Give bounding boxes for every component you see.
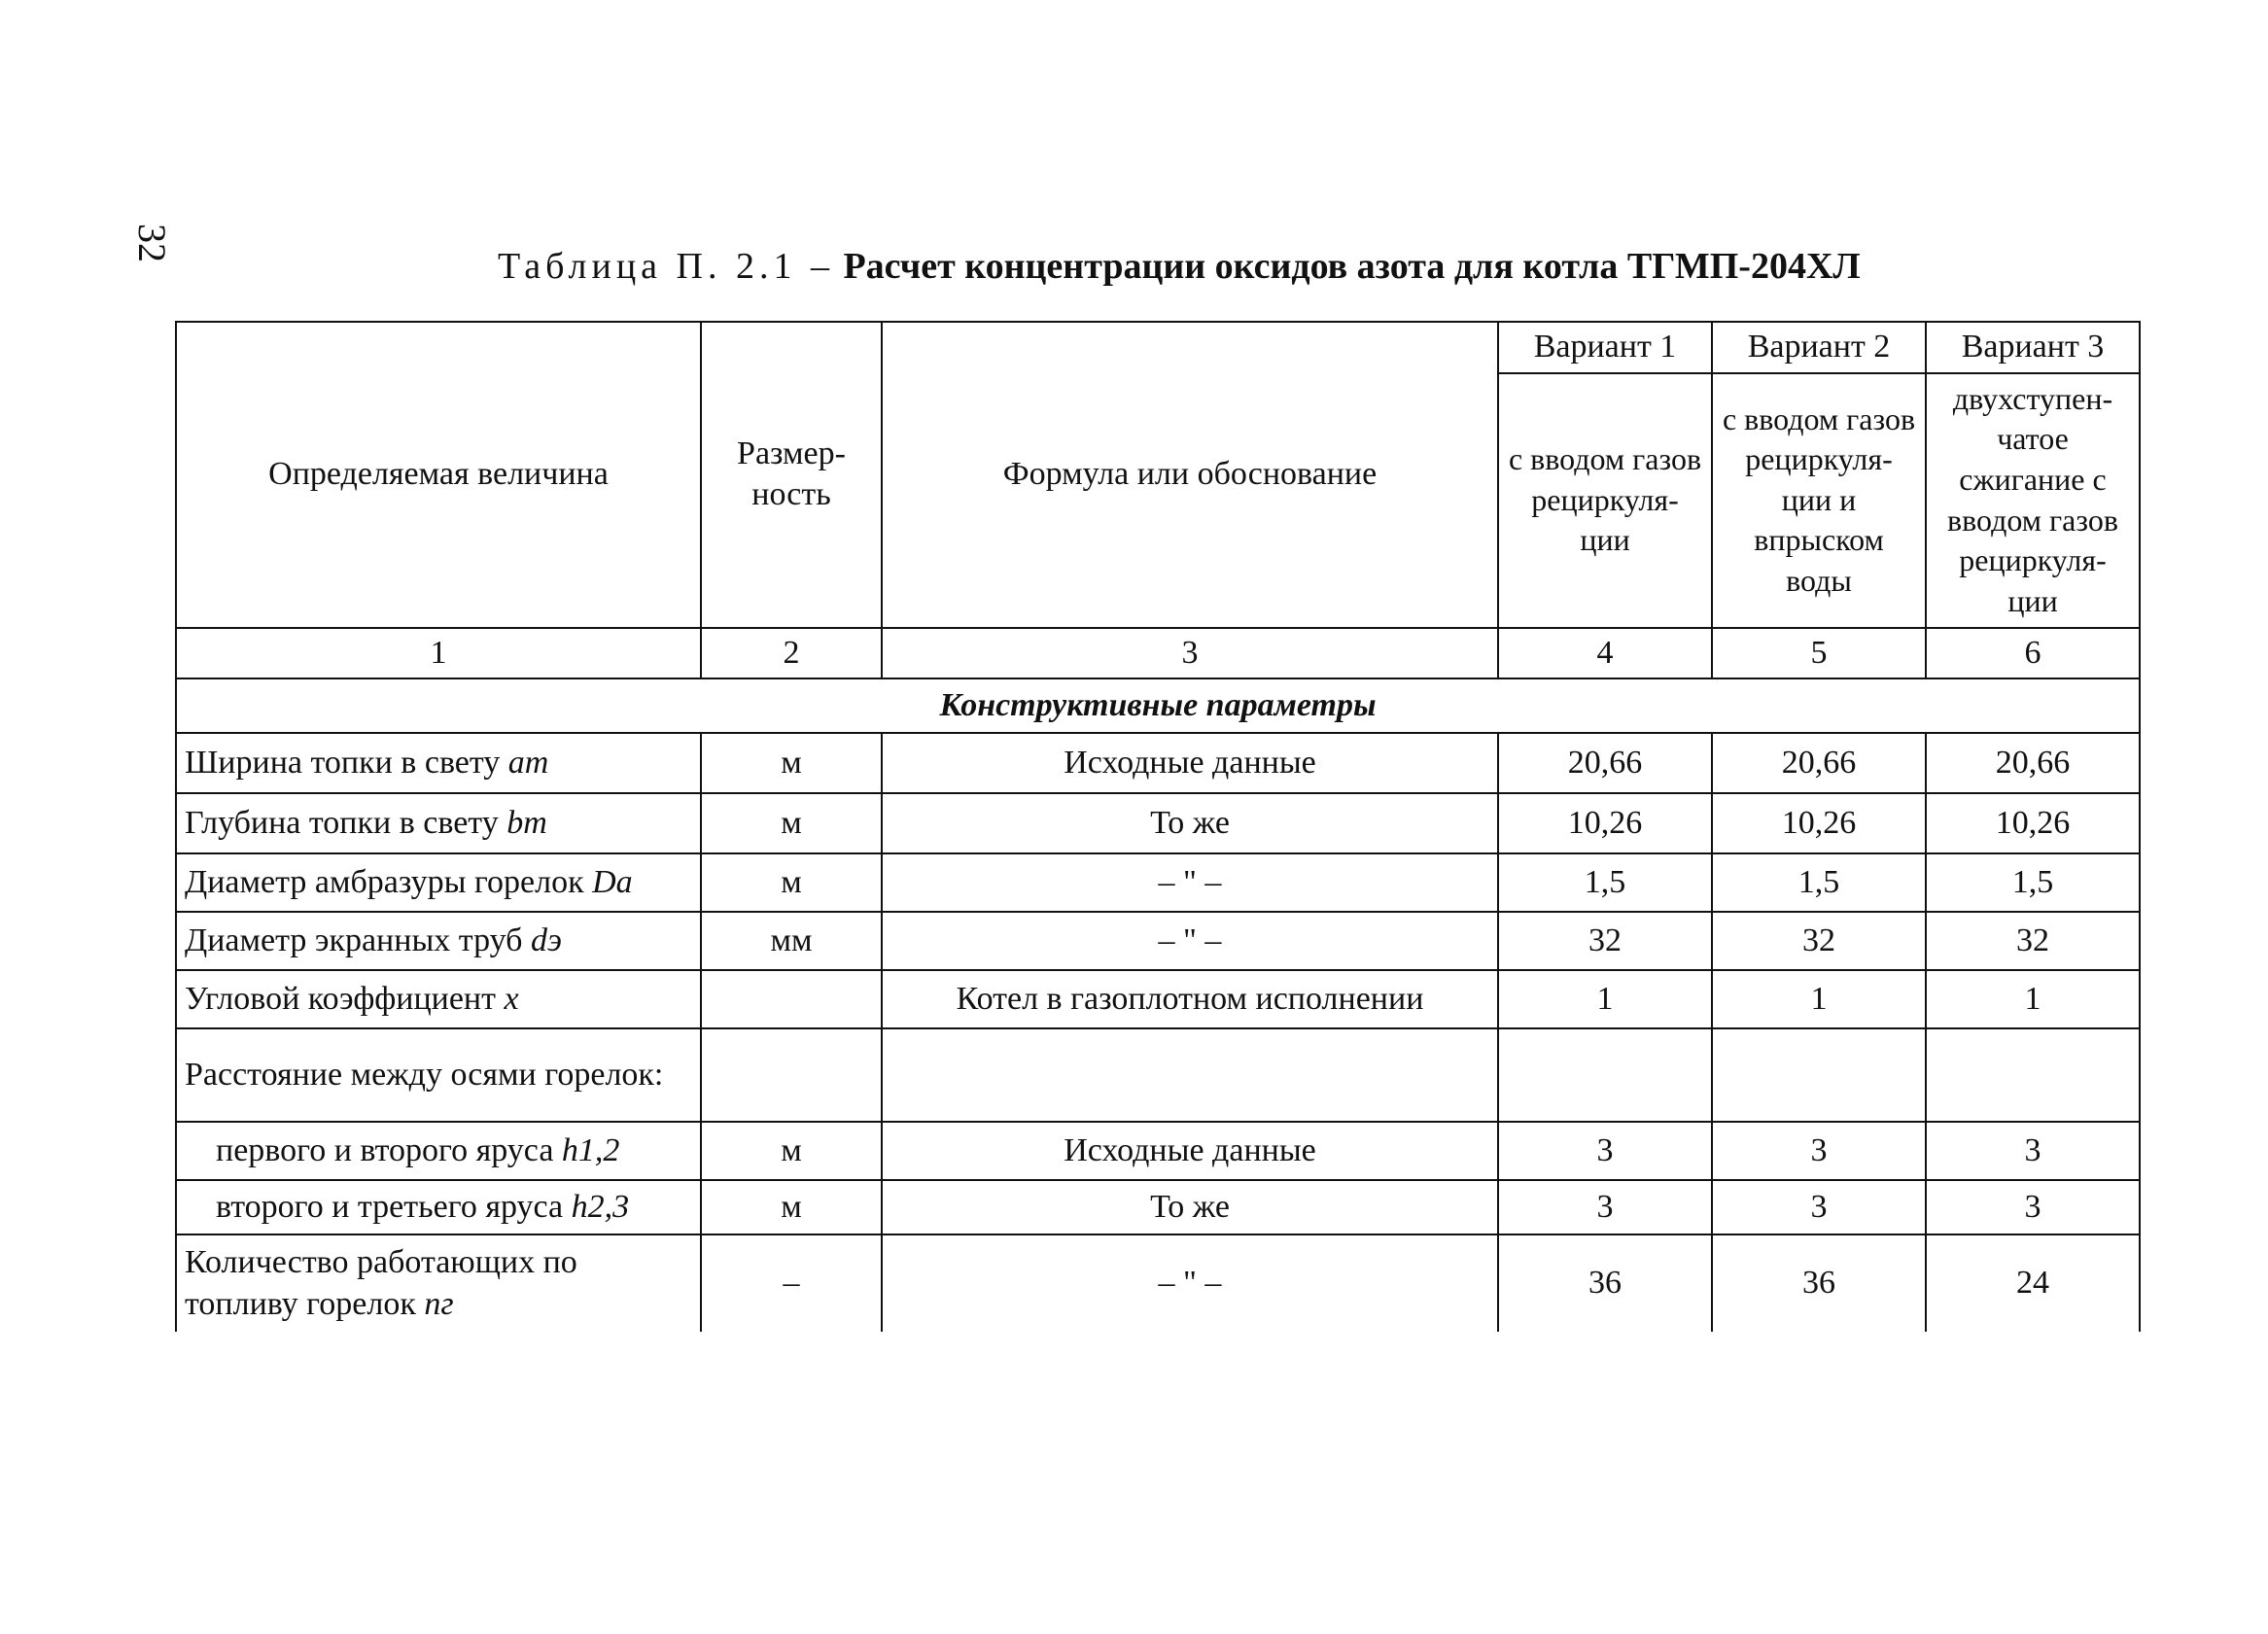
row-symbol: aт [507, 744, 549, 781]
row-value-v3: 10,26 [1926, 793, 2140, 853]
row-unit: мм [701, 912, 882, 970]
row-value-v3: 1,5 [1926, 853, 2140, 912]
table-row [176, 1180, 2140, 1234]
row-symbol: nг [424, 1285, 454, 1322]
row-value-v2: 10,26 [1712, 793, 1926, 853]
row-name: Диаметр амбразуры горелок [185, 863, 584, 900]
empty-cell [701, 1028, 882, 1122]
table-row [176, 912, 2140, 970]
row-value-v1: 36 [1498, 1234, 1712, 1332]
variant-2-description: с вводом газов рециркуля-ции и впрыском воды [1712, 373, 1926, 628]
row-value-v2: 3 [1712, 1180, 1926, 1234]
row-unit: м [701, 1122, 882, 1180]
row-basis: Котел в газоплотном исполнении [882, 970, 1498, 1028]
row-value-v2: 20,66 [1712, 733, 1926, 793]
table-row [176, 733, 2140, 793]
group-heading: Расстояние между осями горелок: [176, 1028, 701, 1122]
column-number: 4 [1498, 628, 1712, 679]
column-number: 3 [882, 628, 1498, 679]
header-quantity: Определяемая величина [176, 322, 701, 628]
row-value-v2: 3 [1712, 1122, 1926, 1180]
row-value-v3: 20,66 [1926, 733, 2140, 793]
table-row [176, 970, 2140, 1028]
variant-1-description: с вводом газов рециркуля-ции [1498, 373, 1712, 628]
row-name: Глубина топки в свету [185, 804, 499, 841]
row-symbol: Dа [592, 863, 633, 900]
table-caption [498, 245, 1861, 288]
table-row [176, 1234, 2140, 1332]
row-value-v1: 3 [1498, 1180, 1712, 1234]
row-unit: м [701, 1180, 882, 1234]
row-symbol: h2,3 [571, 1188, 630, 1225]
row-name: Диаметр экранных труб [185, 921, 523, 958]
row-basis: То же [882, 1180, 1498, 1234]
row-value-v1: 20,66 [1498, 733, 1712, 793]
row-name: Количество работающих по топливу горелок [185, 1244, 577, 1322]
empty-cell [882, 1028, 1498, 1122]
section-heading: Конструктивные параметры [176, 678, 2140, 733]
column-number: 6 [1926, 628, 2140, 679]
column-number: 2 [701, 628, 882, 679]
header-variant-1: Вариант 1 [1498, 322, 1712, 373]
row-value-v1: 10,26 [1498, 793, 1712, 853]
row-value-v2: 36 [1712, 1234, 1926, 1332]
row-unit: м [701, 793, 882, 853]
row-symbol: h1,2 [561, 1131, 620, 1168]
row-basis: – " – [882, 912, 1498, 970]
row-symbol: bт [506, 804, 547, 841]
caption-lead: Таблица П. 2.1 – [498, 246, 834, 287]
row-value-v3: 3 [1926, 1180, 2140, 1234]
row-name: второго и третьего яруса [216, 1188, 564, 1225]
variant-3-description: двухступен-чатое сжигание с вводом газов рециркуля-ции [1926, 373, 2140, 628]
row-value-v3: 24 [1926, 1234, 2140, 1332]
page-number: 32 [130, 224, 174, 262]
row-value-v1: 3 [1498, 1122, 1712, 1180]
row-unit: м [701, 853, 882, 912]
row-value-v1: 32 [1498, 912, 1712, 970]
nox-calculation-table [175, 321, 2141, 1332]
row-value-v2: 1,5 [1712, 853, 1926, 912]
row-unit: м [701, 733, 882, 793]
row-value-v3: 3 [1926, 1122, 2140, 1180]
empty-cell [1498, 1028, 1712, 1122]
row-value-v1: 1,5 [1498, 853, 1712, 912]
row-value-v2: 1 [1712, 970, 1926, 1028]
row-symbol: dэ [530, 921, 562, 958]
row-name: первого и второго яруса [216, 1131, 554, 1168]
row-basis: Исходные данные [882, 1122, 1498, 1180]
table-row [176, 1122, 2140, 1180]
row-name: Ширина топки в свету [185, 744, 501, 781]
table-row [176, 853, 2140, 912]
empty-cell [1926, 1028, 2140, 1122]
column-number-row [176, 628, 2140, 679]
empty-cell [1712, 1028, 1926, 1122]
row-value-v2: 32 [1712, 912, 1926, 970]
row-basis: Исходные данные [882, 733, 1498, 793]
column-number: 1 [176, 628, 701, 679]
row-value-v1: 1 [1498, 970, 1712, 1028]
row-value-v3: 1 [1926, 970, 2140, 1028]
row-symbol: x [504, 980, 519, 1017]
table-row [176, 793, 2140, 853]
column-number: 5 [1712, 628, 1926, 679]
row-unit [701, 970, 882, 1028]
caption-title: Расчет концентрации оксидов азота для котла ТГМП-204ХЛ [843, 246, 1861, 287]
row-unit: – [701, 1234, 882, 1332]
row-basis: – " – [882, 1234, 1498, 1332]
row-name: Угловой коэффициент [185, 980, 496, 1017]
header-formula: Формула или обоснование [882, 322, 1498, 628]
header-variant-2: Вариант 2 [1712, 322, 1926, 373]
row-value-v3: 32 [1926, 912, 2140, 970]
header-unit: Размер-ность [701, 322, 882, 628]
row-basis: – " – [882, 853, 1498, 912]
row-basis: То же [882, 793, 1498, 853]
group-heading-row [176, 1028, 2140, 1122]
header-variant-3: Вариант 3 [1926, 322, 2140, 373]
